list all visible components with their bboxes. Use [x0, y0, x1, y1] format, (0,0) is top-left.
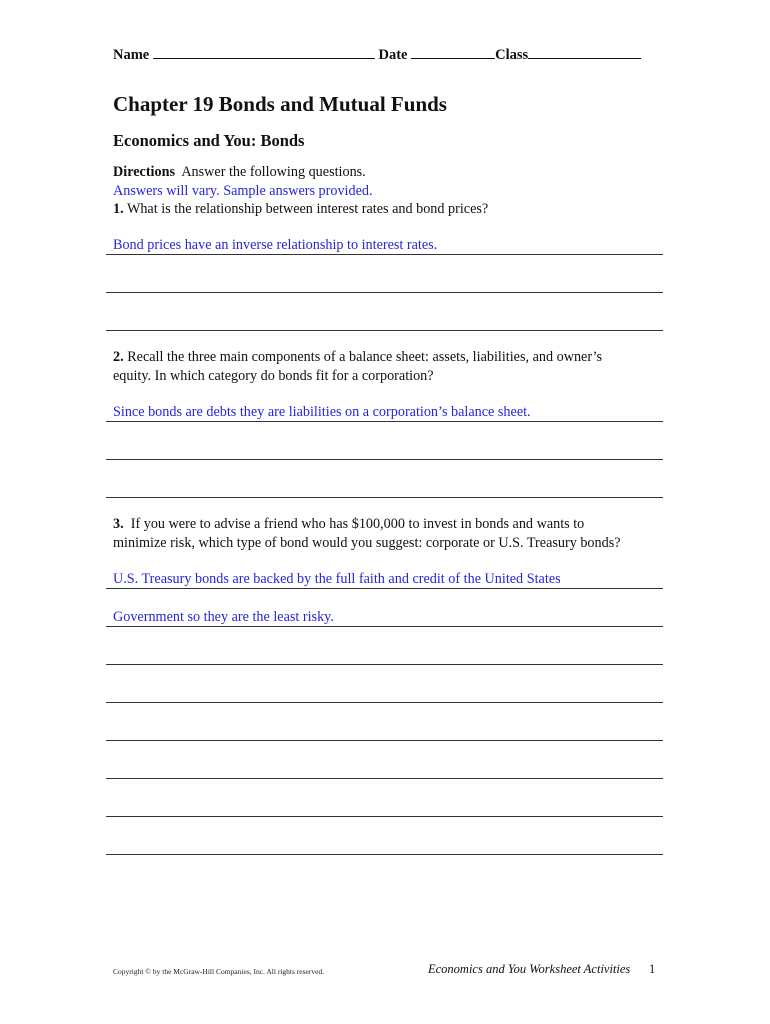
answer-3-line-2: Government so they are the least risky. [113, 609, 334, 625]
answer-rule[interactable] [106, 330, 663, 331]
answer-rule[interactable] [106, 664, 663, 665]
answer-rule[interactable] [106, 778, 663, 779]
class-label: Class [495, 47, 529, 63]
class-blank[interactable] [528, 46, 641, 59]
answer-rule[interactable] [106, 740, 663, 741]
answer-rule[interactable] [106, 854, 663, 855]
question-number: 3. [113, 516, 124, 532]
copyright-notice: Copyright © by the McGraw-Hill Companies, Inc. All rights reserved. [113, 967, 325, 976]
date-label: Date [378, 47, 408, 63]
answer-rule[interactable] [106, 816, 663, 817]
page-number: 1 [649, 962, 656, 976]
page-subtitle: Economics and You: Bonds [113, 131, 305, 150]
worksheet-title: Economics and You Worksheet Activities [428, 962, 631, 976]
question-text: Recall the three main components of a balance sheet: assets, liabilities, and owner’s [127, 349, 603, 365]
answer-rule[interactable] [106, 459, 663, 460]
question-3-line-2: minimize risk, which type of bond would you suggest: corporate or U.S. Treasury bonds? [113, 535, 621, 551]
directions-label: Directions [113, 164, 175, 180]
answer-2-line-1: Since bonds are debts they are liabilities on a corporation’s balance sheet. [113, 404, 531, 420]
question-text: What is the relationship between interest rates and bond prices? [126, 201, 489, 217]
page-title: Chapter 19 Bonds and Mutual Funds [113, 92, 447, 116]
answer-rule[interactable] [106, 497, 663, 498]
directions-note: Answers will vary. Sample answers provided. [113, 183, 373, 199]
question-3 [113, 516, 584, 533]
answer-rule[interactable] [106, 626, 663, 627]
answer-rule[interactable] [106, 588, 663, 589]
date-blank[interactable] [411, 46, 495, 59]
question-number: 1. [113, 201, 124, 217]
answer-1-line-1: Bond prices have an inverse relationship to interest rates. [113, 237, 438, 253]
question-1 [113, 201, 488, 218]
answer-rule[interactable] [106, 292, 663, 293]
directions [113, 164, 366, 181]
answer-rule[interactable] [106, 421, 663, 422]
question-number: 2. [113, 349, 124, 365]
question-2-line-2: equity. In which category do bonds fit for a corporation? [113, 368, 434, 384]
directions-text: Answer the following questions. [181, 164, 366, 180]
name-blank[interactable] [153, 46, 375, 59]
answer-3-line-1: U.S. Treasury bonds are backed by the full faith and credit of the United States [113, 571, 561, 587]
header-fields [113, 46, 641, 64]
question-2 [113, 349, 602, 366]
question-text: If you were to advise a friend who has $100,000 to invest in bonds and wants to [130, 516, 585, 532]
answer-rule[interactable] [106, 254, 663, 255]
answer-rule[interactable] [106, 702, 663, 703]
name-label: Name [113, 47, 150, 63]
